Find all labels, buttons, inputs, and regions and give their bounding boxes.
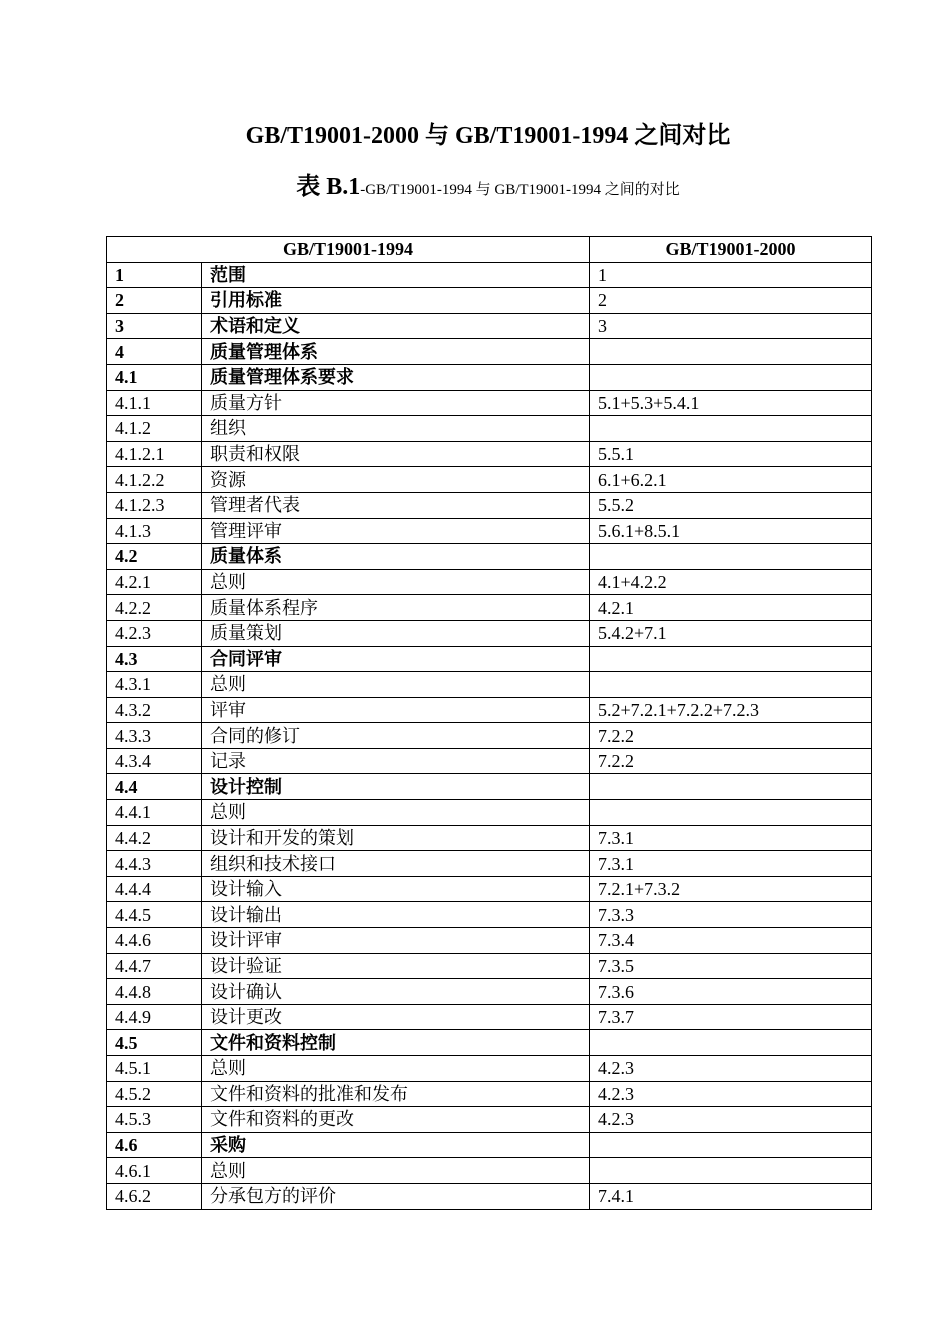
clause-name-cell: 管理者代表: [202, 492, 590, 518]
clause-name-cell: 设计输出: [202, 902, 590, 928]
mapped-clause-cell: 7.4.1: [590, 1183, 872, 1209]
table-row: [107, 288, 872, 314]
clause-number-cell: 4.4.6: [107, 928, 202, 954]
clause-number-cell: 3: [107, 313, 202, 339]
clause-number-cell: 4.1.2.1: [107, 441, 202, 467]
mapped-clause-cell: 7.3.7: [590, 1004, 872, 1030]
mapped-clause-cell: 4.1+4.2.2: [590, 569, 872, 595]
mapped-clause-cell: [590, 416, 872, 442]
clause-name-cell: 质量策划: [202, 620, 590, 646]
table-row: [107, 825, 872, 851]
clause-name-cell: 引用标准: [202, 288, 590, 314]
clause-number-cell: 4.6.2: [107, 1183, 202, 1209]
clause-name-cell: 组织和技术接口: [202, 851, 590, 877]
table-row: [107, 979, 872, 1005]
table-row: [107, 723, 872, 749]
mapped-clause-cell: 2: [590, 288, 872, 314]
table-row: [107, 569, 872, 595]
clause-number-cell: 4.4.3: [107, 851, 202, 877]
clause-name-cell: 文件和资料的更改: [202, 1107, 590, 1133]
table-row: [107, 1107, 872, 1133]
clause-number-cell: 4.3: [107, 646, 202, 672]
table-header-row: [107, 237, 872, 263]
mapped-clause-cell: 7.2.1+7.3.2: [590, 876, 872, 902]
clause-name-cell: 质量管理体系: [202, 339, 590, 365]
table-row: [107, 518, 872, 544]
table-row: [107, 1056, 872, 1082]
mapped-clause-cell: [590, 1158, 872, 1184]
mapped-clause-cell: 1: [590, 262, 872, 288]
clause-number-cell: 4.4.8: [107, 979, 202, 1005]
clause-number-cell: 4.1.2.2: [107, 467, 202, 493]
clause-name-cell: 质量体系: [202, 544, 590, 570]
mapped-clause-cell: [590, 774, 872, 800]
clause-number-cell: 4.4.4: [107, 876, 202, 902]
clause-name-cell: 评审: [202, 697, 590, 723]
table-row: [107, 544, 872, 570]
clause-name-cell: 总则: [202, 800, 590, 826]
clause-number-cell: 4.4.9: [107, 1004, 202, 1030]
table-row: [107, 441, 872, 467]
clause-number-cell: 4.1.3: [107, 518, 202, 544]
mapped-clause-cell: [590, 646, 872, 672]
table-row: [107, 262, 872, 288]
clause-name-cell: 设计确认: [202, 979, 590, 1005]
mapped-clause-cell: 7.2.2: [590, 748, 872, 774]
clause-name-cell: 组织: [202, 416, 590, 442]
comparison-table: [106, 236, 872, 1210]
mapped-clause-cell: 7.3.3: [590, 902, 872, 928]
clause-number-cell: 2: [107, 288, 202, 314]
table-row: [107, 876, 872, 902]
clause-name-cell: 分承包方的评价: [202, 1183, 590, 1209]
mapped-clause-cell: 4.2.1: [590, 595, 872, 621]
clause-number-cell: 4.1: [107, 364, 202, 390]
clause-number-cell: 4.1.1: [107, 390, 202, 416]
table-row: [107, 390, 872, 416]
mapped-clause-cell: 5.6.1+8.5.1: [590, 518, 872, 544]
clause-number-cell: 4.3.1: [107, 672, 202, 698]
table-row: [107, 313, 872, 339]
clause-number-cell: 4.6.1: [107, 1158, 202, 1184]
mapped-clause-cell: 7.3.1: [590, 851, 872, 877]
mapped-clause-cell: 7.3.6: [590, 979, 872, 1005]
clause-number-cell: 4.3.3: [107, 723, 202, 749]
table-row: [107, 953, 872, 979]
mapped-clause-cell: 5.5.2: [590, 492, 872, 518]
mapped-clause-cell: 4.2.3: [590, 1107, 872, 1133]
clause-number-cell: 4.4.1: [107, 800, 202, 826]
clause-number-cell: 4.5: [107, 1030, 202, 1056]
mapped-clause-cell: [590, 544, 872, 570]
clause-name-cell: 设计验证: [202, 953, 590, 979]
clause-number-cell: 4.4.2: [107, 825, 202, 851]
clause-name-cell: 设计更改: [202, 1004, 590, 1030]
table-row: [107, 800, 872, 826]
mapped-clause-cell: 5.5.1: [590, 441, 872, 467]
clause-number-cell: 4.4: [107, 774, 202, 800]
clause-name-cell: 资源: [202, 467, 590, 493]
table-row: [107, 697, 872, 723]
mapped-clause-cell: 4.2.3: [590, 1081, 872, 1107]
clause-name-cell: 合同评审: [202, 646, 590, 672]
mapped-clause-cell: 7.3.1: [590, 825, 872, 851]
table-row: [107, 774, 872, 800]
mapped-clause-cell: 5.1+5.3+5.4.1: [590, 390, 872, 416]
table-caption-label: 表 B.1: [296, 174, 361, 200]
clause-name-cell: 设计输入: [202, 876, 590, 902]
clause-number-cell: 4.4.7: [107, 953, 202, 979]
table-row: [107, 748, 872, 774]
table-row: [107, 467, 872, 493]
clause-name-cell: 质量管理体系要求: [202, 364, 590, 390]
table-row: [107, 620, 872, 646]
clause-name-cell: 文件和资料的批准和发布: [202, 1081, 590, 1107]
table-caption: [0, 171, 950, 206]
clause-number-cell: 4.2: [107, 544, 202, 570]
mapped-clause-cell: 7.3.4: [590, 928, 872, 954]
table-row: [107, 339, 872, 365]
table-row: [107, 672, 872, 698]
clause-number-cell: 4.6: [107, 1132, 202, 1158]
mapped-clause-cell: [590, 339, 872, 365]
clause-name-cell: 术语和定义: [202, 313, 590, 339]
clause-number-cell: 4.5.3: [107, 1107, 202, 1133]
clause-number-cell: 4.2.1: [107, 569, 202, 595]
table-row: [107, 1081, 872, 1107]
table-row: [107, 1158, 872, 1184]
clause-name-cell: 范围: [202, 262, 590, 288]
clause-number-cell: 4.1.2: [107, 416, 202, 442]
clause-number-cell: 4.4.5: [107, 902, 202, 928]
table-row: [107, 928, 872, 954]
clause-name-cell: 质量体系程序: [202, 595, 590, 621]
clause-name-cell: 记录: [202, 748, 590, 774]
mapped-clause-cell: 7.2.2: [590, 723, 872, 749]
table-caption-text: -GB/T19001-1994 与 GB/T19001-1994 之间的对比: [360, 182, 680, 198]
table-row: [107, 646, 872, 672]
clause-number-cell: 4.5.1: [107, 1056, 202, 1082]
clause-name-cell: 设计控制: [202, 774, 590, 800]
clause-name-cell: 质量方针: [202, 390, 590, 416]
mapped-clause-cell: [590, 672, 872, 698]
clause-number-cell: 4.1.2.3: [107, 492, 202, 518]
header-gb1994: GB/T19001-1994: [107, 237, 590, 263]
table-row: [107, 902, 872, 928]
header-gb2000: GB/T19001-2000: [590, 237, 872, 263]
table-row: [107, 492, 872, 518]
mapped-clause-cell: 7.3.5: [590, 953, 872, 979]
clause-name-cell: 职责和权限: [202, 441, 590, 467]
table-row: [107, 851, 872, 877]
mapped-clause-cell: 5.2+7.2.1+7.2.2+7.2.3: [590, 697, 872, 723]
mapped-clause-cell: [590, 1132, 872, 1158]
clause-name-cell: 总则: [202, 1158, 590, 1184]
table-row: [107, 1183, 872, 1209]
clause-number-cell: 4.5.2: [107, 1081, 202, 1107]
clause-number-cell: 1: [107, 262, 202, 288]
table-row: [107, 1132, 872, 1158]
clause-name-cell: 总则: [202, 569, 590, 595]
clause-name-cell: 设计评审: [202, 928, 590, 954]
table-row: [107, 364, 872, 390]
table-row: [107, 1030, 872, 1056]
clause-number-cell: 4.2.3: [107, 620, 202, 646]
page-title: GB/T19001-2000 与 GB/T19001-1994 之间对比: [245, 123, 731, 149]
mapped-clause-cell: 3: [590, 313, 872, 339]
clause-name-cell: 管理评审: [202, 518, 590, 544]
clause-number-cell: 4.2.2: [107, 595, 202, 621]
clause-name-cell: 设计和开发的策划: [202, 825, 590, 851]
mapped-clause-cell: 6.1+6.2.1: [590, 467, 872, 493]
clause-number-cell: 4.3.2: [107, 697, 202, 723]
table-row: [107, 416, 872, 442]
mapped-clause-cell: [590, 364, 872, 390]
mapped-clause-cell: 5.4.2+7.1: [590, 620, 872, 646]
table-row: [107, 595, 872, 621]
table-row: [107, 1004, 872, 1030]
mapped-clause-cell: 4.2.3: [590, 1056, 872, 1082]
table-body: [107, 262, 872, 1209]
clause-name-cell: 总则: [202, 672, 590, 698]
mapped-clause-cell: [590, 1030, 872, 1056]
clause-name-cell: 采购: [202, 1132, 590, 1158]
clause-name-cell: 文件和资料控制: [202, 1030, 590, 1056]
clause-name-cell: 总则: [202, 1056, 590, 1082]
clause-number-cell: 4: [107, 339, 202, 365]
mapped-clause-cell: [590, 800, 872, 826]
clause-number-cell: 4.3.4: [107, 748, 202, 774]
clause-name-cell: 合同的修订: [202, 723, 590, 749]
